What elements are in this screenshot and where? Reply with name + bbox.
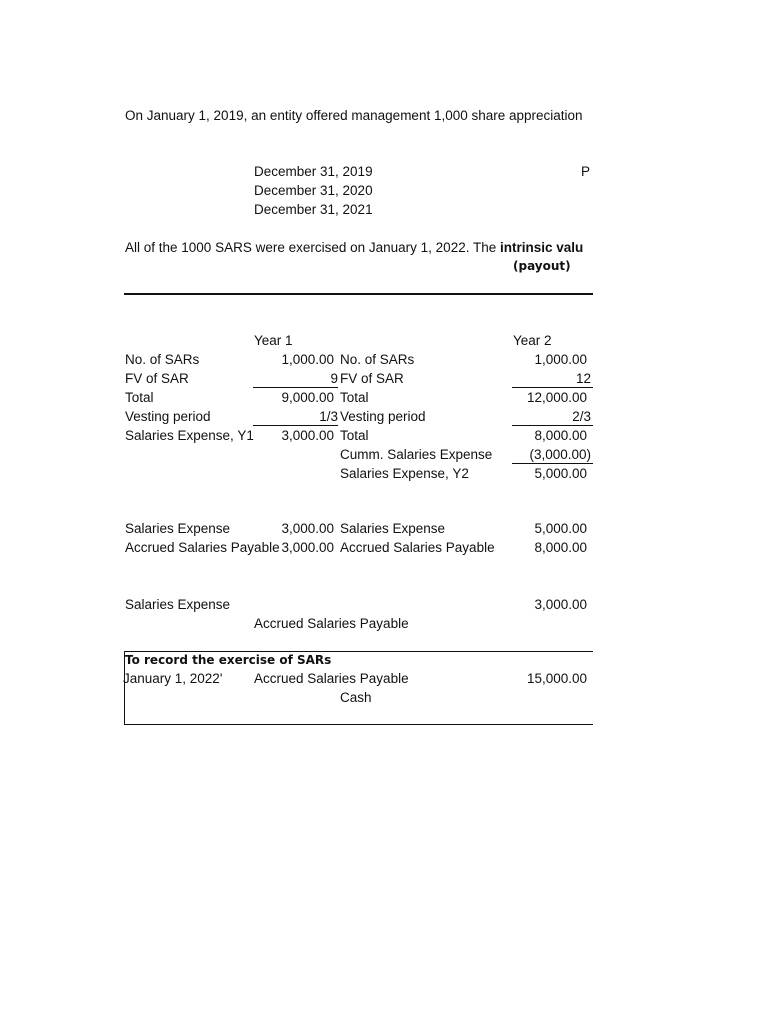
- year2-label: No. of SARs: [340, 352, 415, 367]
- year1-label: Salaries Expense, Y1: [125, 428, 254, 443]
- journal-y1-amount: 3,000.00: [281, 540, 334, 555]
- peso-sign: P: [581, 164, 591, 179]
- year2-label: Cumm. Salaries Expense: [340, 447, 493, 462]
- year1-value: 9,000.00: [281, 390, 334, 405]
- exercise-note: [125, 240, 583, 256]
- exercise-entry-title: To record the exercise of SARs: [125, 653, 332, 667]
- journal-y2-account: Salaries Expense: [340, 521, 446, 536]
- journal-y1-account: Salaries Expense: [125, 521, 231, 536]
- exercise-entry-debit-account: Accrued Salaries Payable: [254, 671, 409, 686]
- vesting-date: December 31, 2020: [254, 183, 373, 198]
- journal-y1-account: Accrued Salaries Payable: [125, 540, 280, 555]
- journal-y3-credit-account: Accrued Salaries Payable: [254, 616, 409, 631]
- year1-value: 3,000.00: [281, 428, 334, 443]
- year2-heading: Year 2: [513, 333, 552, 348]
- year1-label: FV of SAR: [125, 371, 189, 386]
- year2-label: Total: [340, 428, 369, 443]
- year2-value: 12: [575, 371, 591, 386]
- vesting-date: December 31, 2021: [254, 202, 373, 217]
- journal-y2-amount: 5,000.00: [534, 521, 587, 536]
- year1-value: 1,000.00: [281, 352, 334, 367]
- exercise-entry-debit-amount: 15,000.00: [526, 671, 587, 686]
- year2-label: Salaries Expense, Y2: [340, 466, 469, 481]
- year2-value: (3,000.00): [529, 447, 591, 462]
- year1-underline: [253, 425, 338, 426]
- year1-label: Total: [125, 390, 154, 405]
- year2-value: 12,000.00: [526, 390, 587, 405]
- journal-y3-debit-amount: 3,000.00: [534, 597, 587, 612]
- journal-y1-amount: 3,000.00: [281, 521, 334, 536]
- year1-value: 1/3: [319, 409, 338, 424]
- intro-sentence: On January 1, 2019, an entity offered management 1,000 share appreciation: [125, 108, 583, 123]
- year1-value: 9: [330, 371, 338, 386]
- year2-underline: [512, 387, 593, 388]
- year2-value: 5,000.00: [534, 466, 587, 481]
- year2-label: Total: [340, 390, 369, 405]
- exercise-entry-credit-account: Cash: [340, 690, 372, 705]
- exercise-note-bold: intrinsic valu: [499, 240, 584, 255]
- year2-underline: [512, 463, 593, 464]
- year2-value: 8,000.00: [534, 428, 587, 443]
- journal-y2-account: Accrued Salaries Payable: [340, 540, 495, 555]
- journal-y3-debit-account: Salaries Expense: [125, 597, 231, 612]
- year1-underline: [253, 387, 338, 388]
- year2-value: 2/3: [572, 409, 591, 424]
- exercise-note-text: All of the 1000 SARS were exercised on January 1, 2022. The: [125, 240, 500, 255]
- year1-label: Vesting period: [125, 409, 211, 424]
- year2-value: 1,000.00: [534, 352, 587, 367]
- vesting-date: December 31, 2019: [254, 164, 373, 179]
- year1-heading: Year 1: [254, 333, 293, 348]
- year2-label: Vesting period: [340, 409, 426, 424]
- year2-underline: [512, 425, 593, 426]
- exercise-box-bottom: [124, 724, 593, 725]
- exercise-entry-date: January 1, 2022': [123, 671, 223, 686]
- year2-label: FV of SAR: [340, 371, 404, 386]
- journal-y2-amount: 8,000.00: [534, 540, 587, 555]
- section-divider: [124, 293, 593, 295]
- payout-label: (payout): [513, 259, 571, 273]
- year1-label: No. of SARs: [125, 352, 200, 367]
